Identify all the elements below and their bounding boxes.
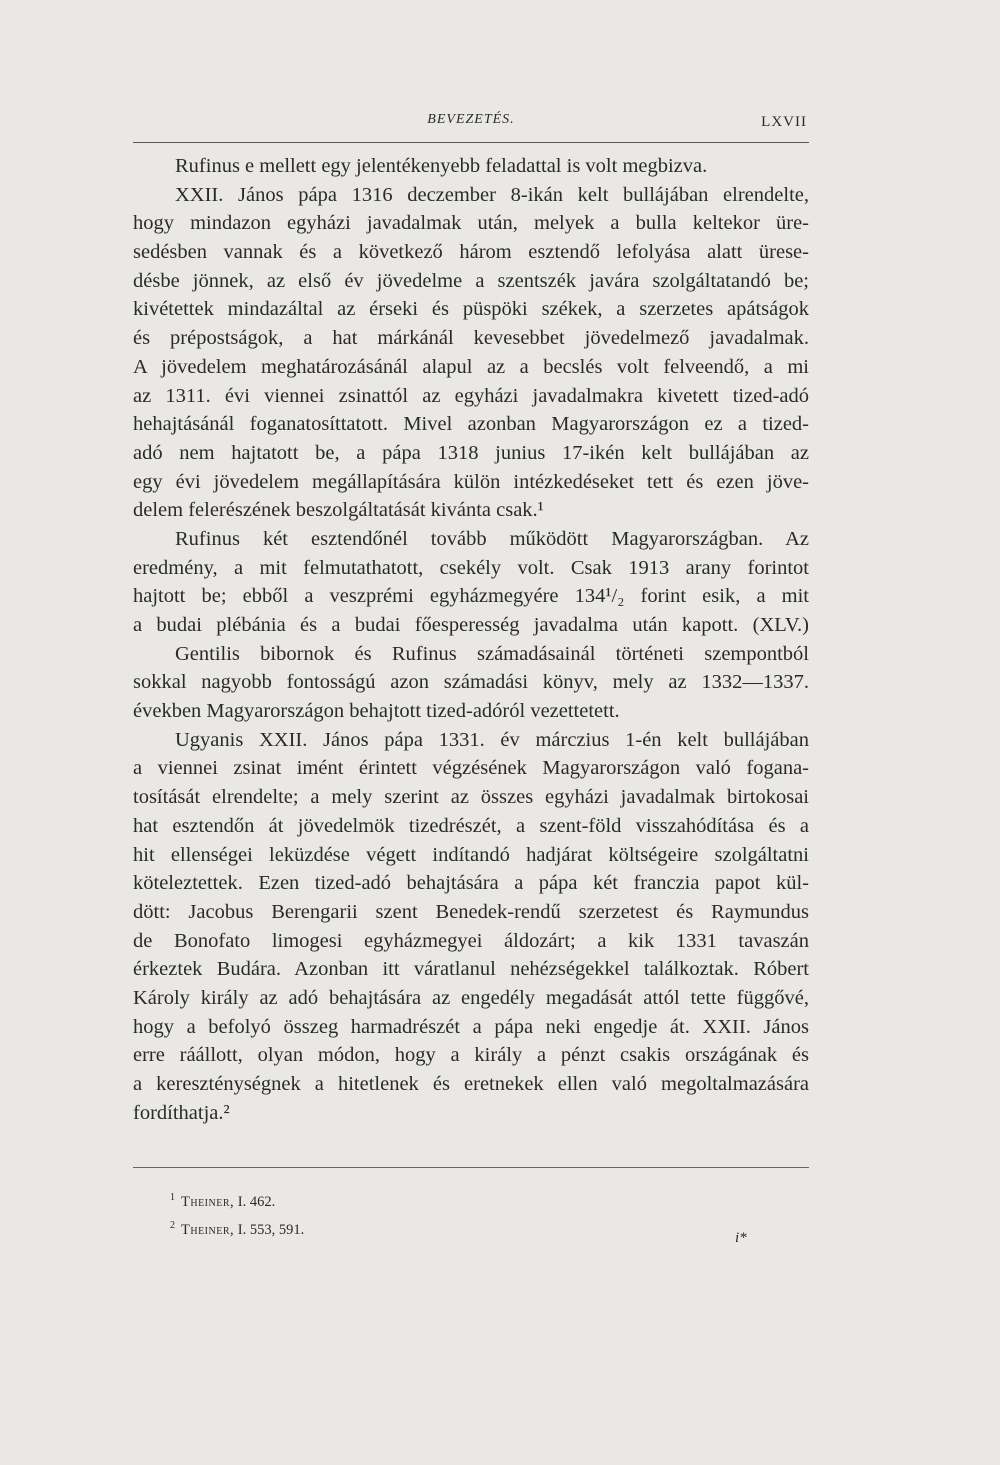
text-line: fordíthatja.² [133,1101,230,1124]
text-line: dött: Jacobus Berengarii szent Benedek-rendű szerzetest és Raymundus [133,900,809,923]
text-line: érkeztek Budára. Azonban itt váratlanul nehézségekkel találkoztak. Róbert [133,958,809,981]
footnote-author: Theiner, [181,1221,235,1238]
text-line: hehajtásánál foganatosíttatott. Mivel azonban Magyarországon ez a tized- [133,413,809,436]
text-line: években Magyarországon behajtott tized-adóról vezettetett. [133,700,620,723]
text-line: désbe jönnek, az első év jövedelme a szentszék javára szolgáltatandó be; [133,269,809,292]
running-head-title: BEVEZETÉS. [427,112,515,127]
footnote [170,1214,304,1242]
text-line: a viennei zsinat imént érintett végzésének Magyarországon való fogana- [133,757,809,780]
text-line: de Bonofato limogesi egyházmegyei áldozárt; a kik 1331 tavaszán [133,929,809,952]
page-number: LXVII [761,114,807,130]
signature-mark: i* [735,1230,747,1246]
footnote-divider [133,1167,809,1168]
text-line: tosítását elrendelte; a mely szerint az összes egyházi javadalmak birtokosai [133,786,809,809]
text-line: a kereszténységnek a hitetlenek és eretnekek ellen való megoltalmazására [133,1073,809,1095]
text-line: kivétettek mindazáltal az érseki és püspöki székek, a szerzetes apátságok [133,298,809,321]
footnote-mark: 2 [170,1219,175,1231]
text-line: a budai plébánia és a budai főesperesség javadalma után kapott. (XLV.) [133,614,809,636]
footnote-mark: 1 [170,1192,175,1203]
footnote-reference: I. 553, 591. [237,1221,305,1238]
running-head [133,112,809,143]
text-line: sokkal nagyobb fontosságú azon számadási könyv, mely az 1332—1337. [133,671,809,694]
text-line: hajtott be; ebből a veszprémi egyházmegyére 134¹/₂ forint esik, a mit [133,585,809,608]
text-line: hogy a befolyó összeg harmadrészét a pápa neki engedje át. XXII. János [133,1015,809,1038]
text-line: hit ellenségei leküzdése végett indítandó hadjárat költségeire szolgáltatni [133,843,809,866]
text-line: az 1311. évi viennei zsinattól az egyházi javadalmakra kivetett tized-adó [133,384,809,407]
footnote [170,1186,304,1214]
text-line: Gentilis bibornok és Rufinus számadásainál történeti szempontból [175,642,809,665]
text-line: köteleztettek. Ezen tized-adó behajtására a pápa két franczia papot kül- [133,872,809,895]
text-line: Rufinus e mellett egy jelentékenyebb feladattal is volt megbizva. [175,155,708,177]
footnotes [170,1186,304,1242]
text-line: erre ráállott, olyan módon, hogy a király a pénzt csakis országának és [133,1044,809,1067]
text-line: egy évi jövedelem megállapítására külön intézkedéseket tett és ezen jöve- [133,470,809,493]
text-line: adó nem hajtatott be, a pápa 1318 junius 17-ikén kelt bullájában az [133,441,809,464]
text-line: delem felerészének beszolgáltatását kivánta csak.¹ [133,499,544,522]
text-line: Károly király az adó behajtására az engedély megadását attól tette függővé, [133,986,809,1009]
text-line: A jövedelem meghatározásánál alapul az a becslés volt felveendő, a mi [133,355,809,378]
text-line: és prépostságok, a hat márkánál kevesebbet jövedelmező javadalmak. [133,327,809,350]
text-line: Ugyanis XXII. János pápa 1331. év márczius 1-én kelt bullájában [175,728,809,751]
text-line: sedésben vannak és a következő három esztendő lefolyása alatt ürese- [133,241,809,264]
text-line: Rufinus két esztendőnél tovább működött Magyarországban. Az [175,527,809,550]
text-line: eredmény, a mit felmutathatott, csekély volt. Csak 1913 arany forintot [133,556,809,579]
footnote-author: Theiner, [181,1193,235,1210]
body-text [133,152,809,1127]
text-line: hat esztendőn át jövedelmök tizedrészét, a szent-föld visszahódítása és a [133,814,809,837]
footnote-reference: I. 462. [237,1193,276,1210]
text-line: XXII. János pápa 1316 deczember 8-ikán kelt bullájában elrendelte, [175,183,809,206]
text-line: hogy mindazon egyházi javadalmak után, melyek a bulla keltekor üre- [133,212,809,235]
